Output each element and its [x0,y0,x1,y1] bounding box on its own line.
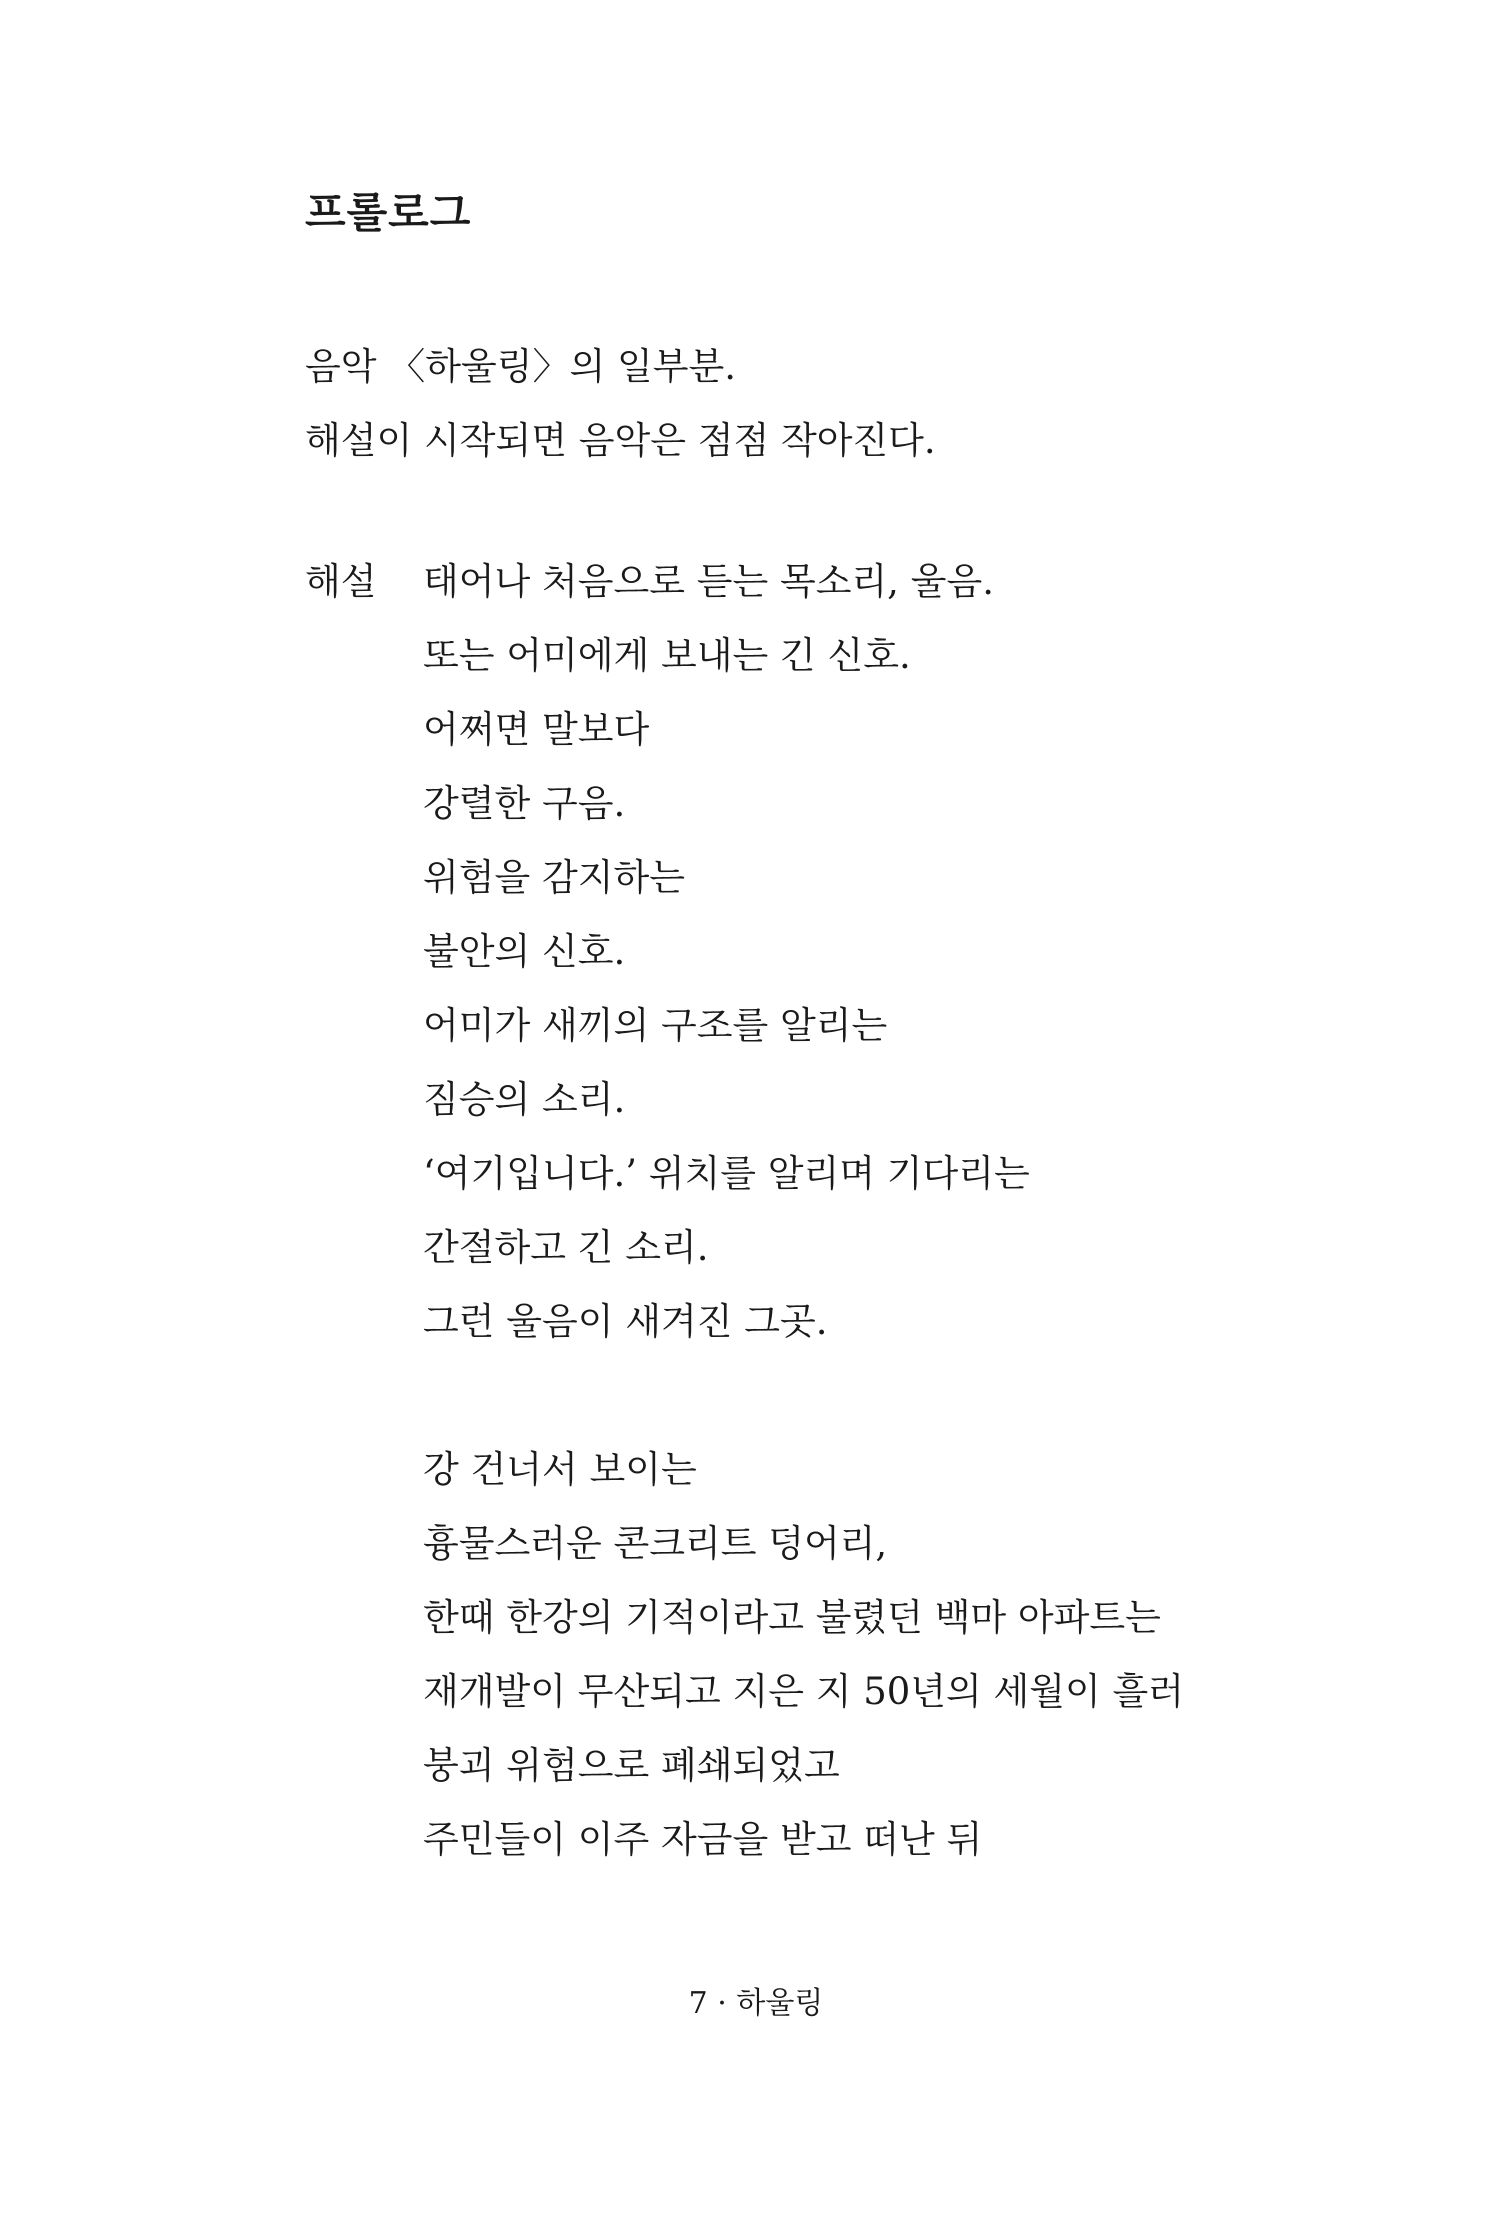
verse-line: 간절하고 긴 소리. [423,1226,709,1269]
speech-stanza-1 [423,545,1030,1359]
verse-line: 흉물스러운 콘크리트 덩어리, [423,1522,888,1565]
verse-line: ‘여기입니다.’ 위치를 알리며 기다리는 [423,1152,1030,1195]
verse-line: 재개발이 무산되고 지은 지 50년의 세월이 흘러 [423,1670,1185,1713]
verse-line: 그런 울음이 새겨진 그곳. [423,1300,828,1343]
footer-separator: · [717,1986,727,2021]
stage-directions [305,330,936,478]
speaker-name: 해설 [305,560,377,603]
verse-line: 강렬한 구음. [423,782,626,825]
page-number: 7 [688,1986,708,2021]
verse-line: 짐승의 소리. [423,1078,626,1121]
verse-line: 태어나 처음으로 듣는 목소리, 울음. [423,560,994,603]
verse-line: 강 건너서 보이는 [423,1448,697,1491]
page-footer [0,1982,1512,2026]
verse-line: 어쩌면 말보다 [423,708,650,751]
verse-line: 불안의 신호. [423,930,626,973]
verse-line: 주민들이 이주 자금을 받고 떠난 뒤 [423,1818,983,1861]
section-title: 프롤로그 [305,188,472,237]
speech-stanza-2 [423,1433,1184,1877]
stage-direction-line: 음악 〈하울링〉의 일부분. [305,345,736,388]
verse-line: 한때 한강의 기적이라고 불렸던 백마 아파트는 [423,1596,1161,1639]
running-title: 하울링 [736,1986,824,2021]
verse-line: 위험을 감지하는 [423,856,685,899]
verse-line: 또는 어미에게 보내는 긴 신호. [423,634,911,677]
verse-line: 붕괴 위험으로 폐쇄되었고 [423,1744,840,1787]
stage-direction-line: 해설이 시작되면 음악은 점점 작아진다. [305,419,936,462]
verse-line: 어미가 새끼의 구조를 알리는 [423,1004,888,1047]
